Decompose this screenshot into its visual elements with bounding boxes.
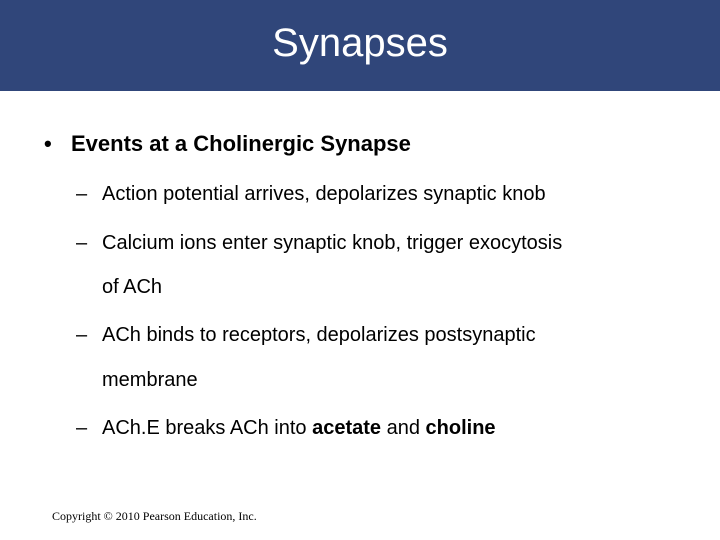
acetate-term: acetate: [312, 417, 382, 439]
sub-item-text: ACh binds to receptors, depolarizes postsynaptic: [102, 324, 536, 346]
dash-marker: –: [76, 417, 88, 439]
copyright-notice: Copyright © 2010 Pearson Education, Inc.: [52, 509, 257, 523]
sub-item-calcium: [76, 229, 562, 257]
conjunction-text: and: [381, 417, 426, 439]
main-bullet: [44, 128, 411, 160]
bullet-marker: •: [44, 131, 52, 156]
sub-item-text: Action potential arrives, depolarizes synaptic knob: [102, 183, 546, 205]
sub-item-ache-breaks: [76, 414, 496, 442]
slide-title: Synapses: [272, 21, 448, 65]
sub-item-text: ACh.E breaks ACh into: [102, 417, 313, 439]
choline-term: choline: [425, 417, 496, 439]
sub-item-text: Calcium ions enter synaptic knob, trigger exocytosis: [102, 232, 563, 254]
dash-marker: –: [76, 232, 88, 254]
main-bullet-text: Events at a Cholinergic Synapse: [71, 131, 411, 156]
dash-marker: –: [76, 183, 88, 205]
sub-item-ach-binds: [76, 321, 536, 349]
sub-item-calcium-continued: of ACh: [102, 276, 163, 298]
dash-marker: –: [76, 324, 88, 346]
sub-item-ach-binds-continued: membrane: [102, 369, 198, 391]
sub-item-action-potential: [76, 180, 546, 208]
